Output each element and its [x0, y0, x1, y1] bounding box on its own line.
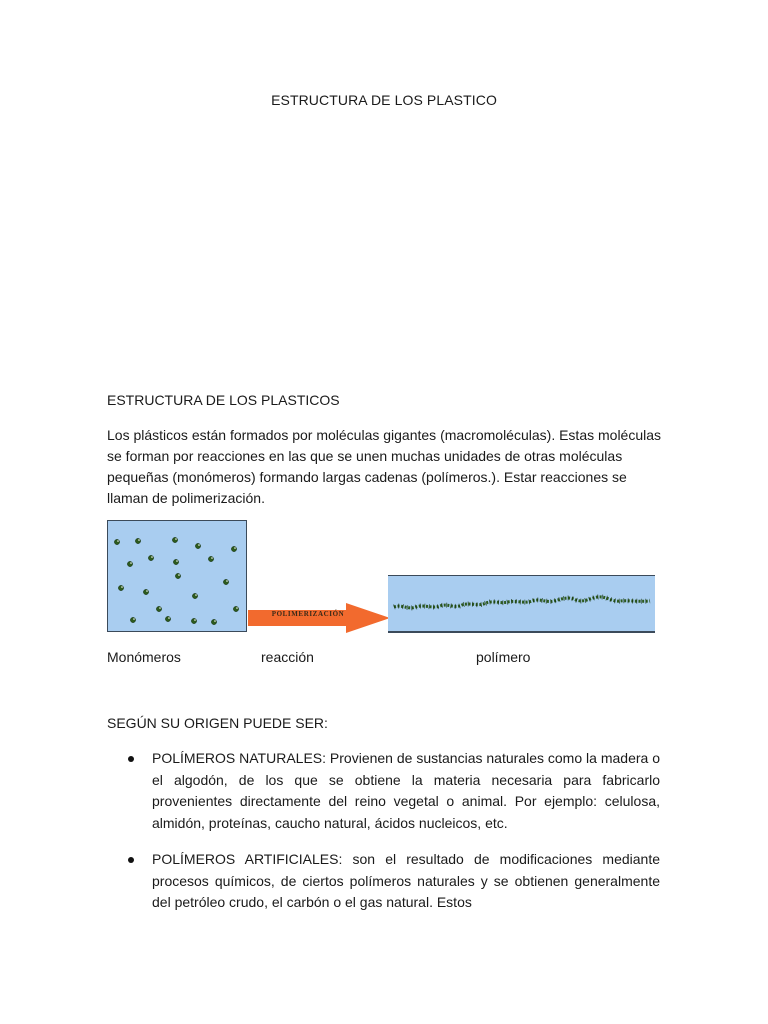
- monomers-particles: [108, 521, 246, 631]
- page-title: ESTRUCTURA DE LOS PLASTICO: [271, 92, 497, 108]
- bullet-icon: [128, 857, 134, 863]
- list-item: [107, 849, 660, 914]
- caption-polymer: polímero: [476, 649, 531, 665]
- monomers-illustration: [107, 520, 247, 632]
- polymer-illustration: [388, 575, 655, 633]
- caption-monomers: Monómeros: [107, 649, 181, 665]
- polymerization-arrow-label: POLIMERIZACIÓN: [271, 610, 345, 618]
- origin-heading: SEGÚN SU ORIGEN PUEDE SER:: [107, 715, 328, 731]
- caption-reaction: reacción: [261, 649, 314, 665]
- list-item: [107, 748, 660, 834]
- section-heading: ESTRUCTURA DE LOS PLASTICOS: [107, 392, 340, 408]
- list-item-text: POLÍMEROS ARTIFICIALES: son el resultado de modificaciones mediante procesos químicos, de ciertos polímeros naturales y se obtienen generalmente del petróleo crudo, el carbón o el gas natural. Estos: [152, 851, 660, 910]
- polymer-chain: [388, 576, 655, 631]
- list-item-text: POLÍMEROS NATURALES: Provienen de sustancias naturales como la madera o el algodón, de los que se obtiene la materia necesaria para fabricarlo provenientes directamente del reino vegetal o animal. Por ejemplo: celulosa, almidón, proteínas, caucho natural, ácidos nucleicos, etc.: [152, 750, 660, 831]
- origin-list: [107, 748, 660, 929]
- bullet-icon: [128, 756, 134, 762]
- polymerization-arrow: [248, 603, 390, 633]
- intro-paragraph: Los plásticos están formados por moléculas gigantes (macromoléculas). Estas moléculas se forman por reacciones en las que se unen muchas unidades de otras moléculas pequeñas (monómeros) formando largas cadenas (polímeros.). Estar reacciones se llaman de polimerización.: [107, 427, 662, 506]
